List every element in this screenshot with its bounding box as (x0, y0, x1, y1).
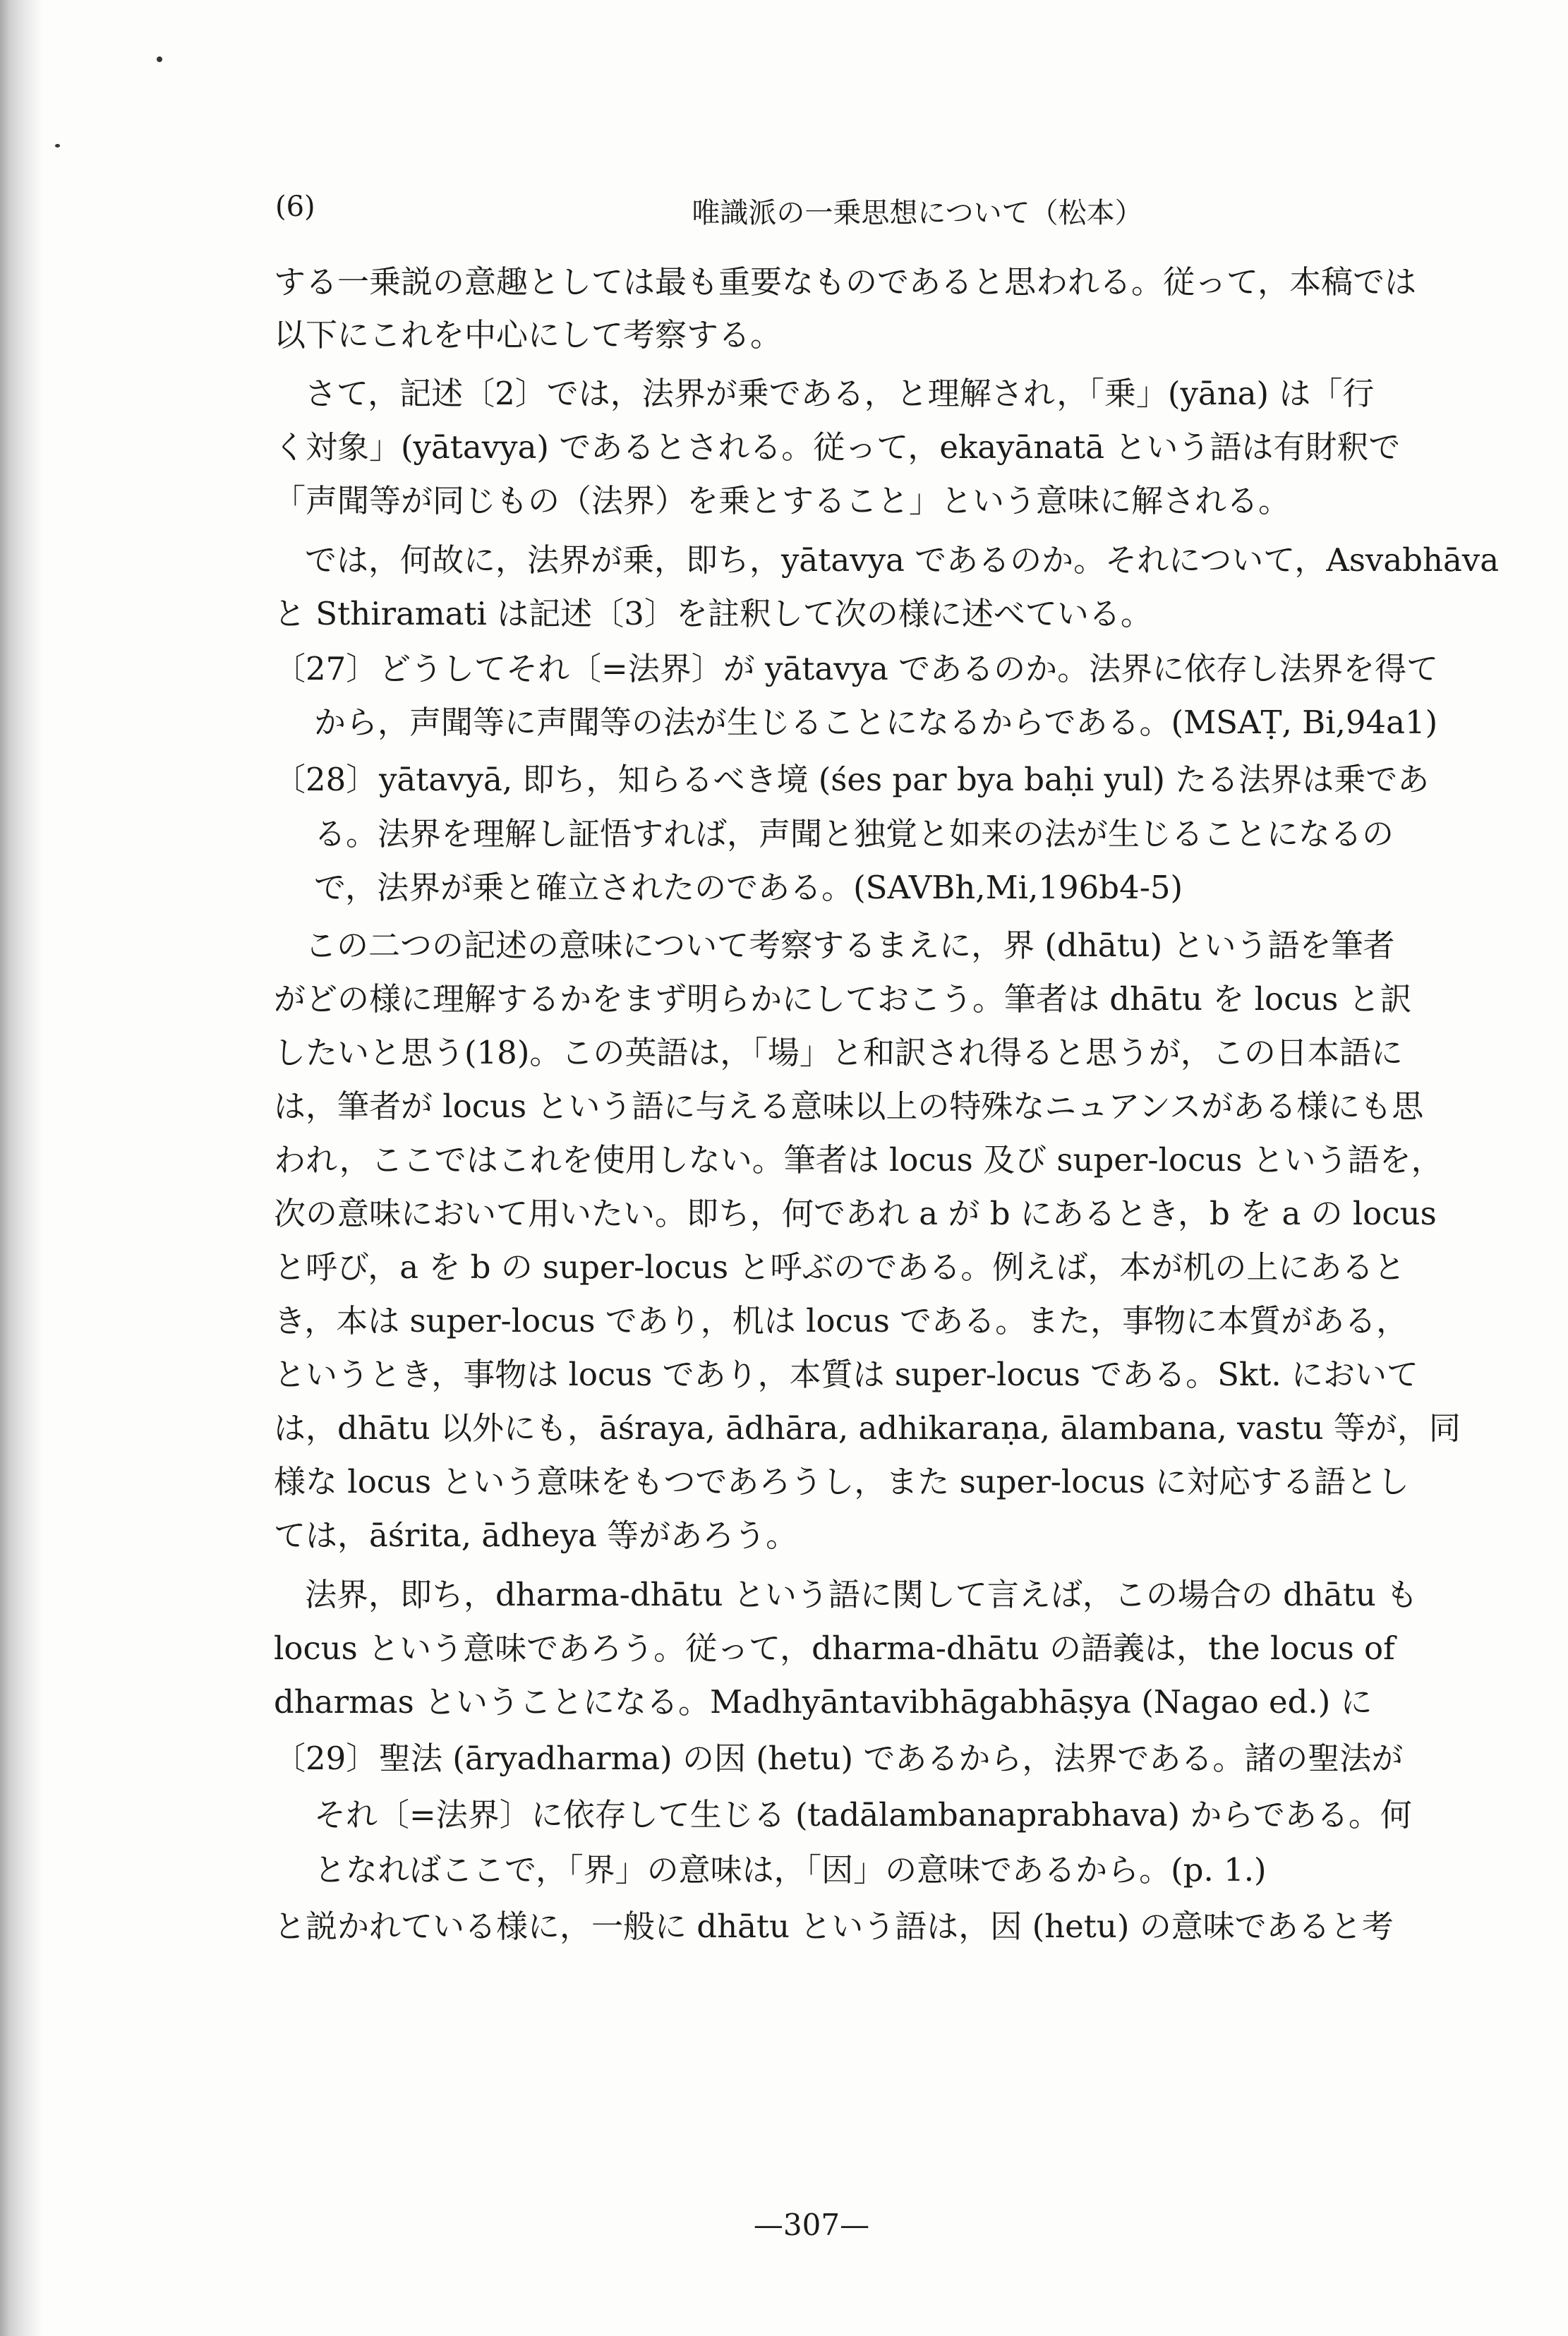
scan-left-edge (0, 0, 42, 2336)
scan-speck (157, 56, 162, 62)
scan-speck (55, 144, 60, 147)
running-page-number: (6) (275, 191, 315, 223)
quote-label: 〔27〕 (274, 650, 378, 687)
quote-label: 〔29〕 (274, 1740, 378, 1777)
running-title: 唯識派の一乗思想について（松本） (692, 197, 1143, 229)
footer-page-number: —307— (753, 2208, 870, 2242)
quote-label: 〔28〕 (274, 761, 378, 798)
